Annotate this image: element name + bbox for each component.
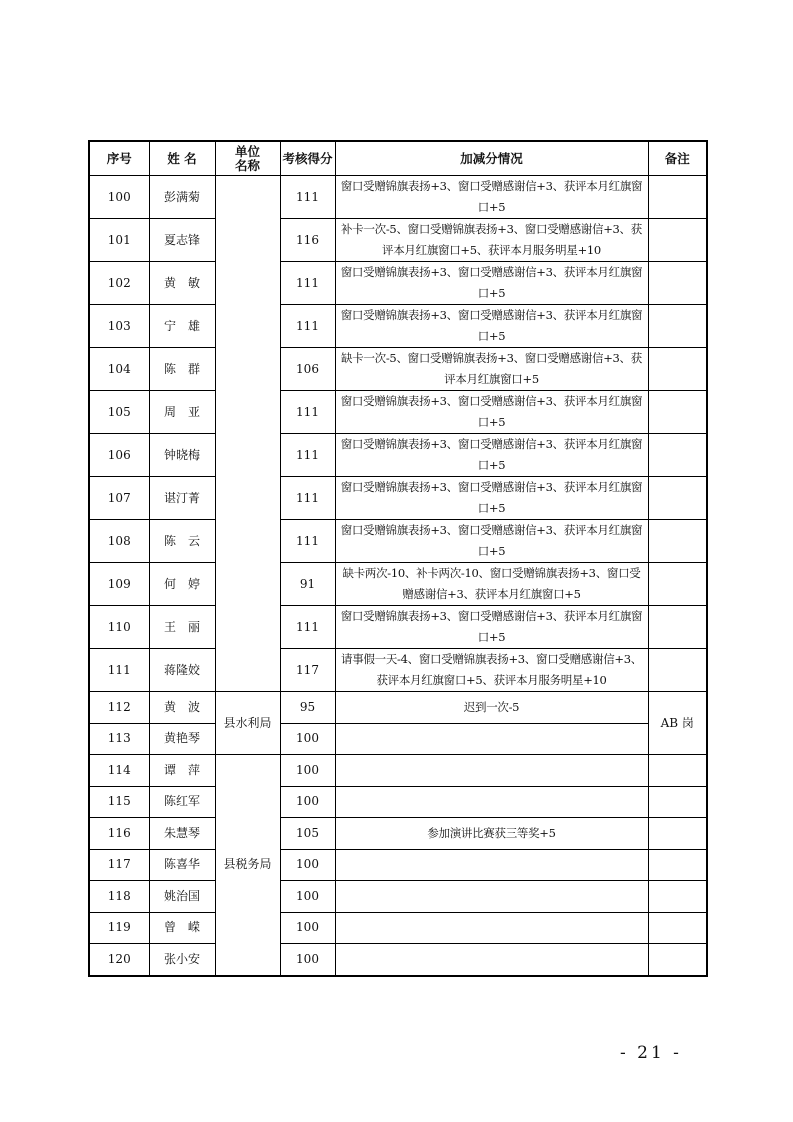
score: 100 [280, 849, 335, 881]
score-detail: 缺卡一次-5、窗口受赠锦旗表扬+3、窗口受赠感谢信+3、获评本月红旗窗口+5 [335, 348, 648, 391]
header-detail: 加减分情况 [335, 141, 648, 176]
row-number: 117 [89, 849, 149, 881]
person-name: 黄 敏 [149, 262, 215, 305]
score: 111 [280, 176, 335, 219]
remark [648, 477, 707, 520]
person-name: 周 亚 [149, 391, 215, 434]
person-name: 王 丽 [149, 606, 215, 649]
remark [648, 520, 707, 563]
person-name: 宁 雄 [149, 305, 215, 348]
score-detail [335, 849, 648, 881]
score-detail: 窗口受赠锦旗表扬+3、窗口受赠感谢信+3、获评本月红旗窗口+5 [335, 606, 648, 649]
row-number: 109 [89, 563, 149, 606]
row-number: 118 [89, 881, 149, 913]
score-detail [335, 881, 648, 913]
unit-name [215, 176, 280, 692]
table-row [89, 391, 707, 434]
score: 100 [280, 755, 335, 787]
remark [648, 391, 707, 434]
row-number: 112 [89, 692, 149, 724]
row-number: 107 [89, 477, 149, 520]
score: 100 [280, 723, 335, 755]
score: 100 [280, 786, 335, 818]
score: 100 [280, 944, 335, 976]
score-detail: 窗口受赠锦旗表扬+3、窗口受赠感谢信+3、获评本月红旗窗口+5 [335, 434, 648, 477]
table-row [89, 649, 707, 692]
remark [648, 912, 707, 944]
score: 111 [280, 434, 335, 477]
page-number: - 21 - [620, 1043, 682, 1063]
score-detail: 迟到一次-5 [335, 692, 648, 724]
person-name: 谭 萍 [149, 755, 215, 787]
remark [648, 881, 707, 913]
score-detail: 窗口受赠锦旗表扬+3、窗口受赠感谢信+3、获评本月红旗窗口+5 [335, 176, 648, 219]
header-remark: 备注 [648, 141, 707, 176]
score-detail: 缺卡两次-10、补卡两次-10、窗口受赠锦旗表扬+3、窗口受赠感谢信+3、获评本月红旗窗口+5 [335, 563, 648, 606]
person-name: 黄 波 [149, 692, 215, 724]
table-row [89, 692, 707, 724]
person-name: 陈 群 [149, 348, 215, 391]
table-row [89, 818, 707, 850]
header-score: 考核得分 [280, 141, 335, 176]
row-number: 110 [89, 606, 149, 649]
score-detail [335, 755, 648, 787]
person-name: 何 婷 [149, 563, 215, 606]
score: 91 [280, 563, 335, 606]
table-row [89, 755, 707, 787]
score: 111 [280, 606, 335, 649]
score: 111 [280, 262, 335, 305]
table-row [89, 219, 707, 262]
remark [648, 348, 707, 391]
remark [648, 606, 707, 649]
score-detail: 请事假一天-4、窗口受赠锦旗表扬+3、窗口受赠感谢信+3、获评本月红旗窗口+5、获评本月服务明星+10 [335, 649, 648, 692]
remark [648, 176, 707, 219]
table-row [89, 912, 707, 944]
score: 105 [280, 818, 335, 850]
score: 111 [280, 520, 335, 563]
score-detail [335, 912, 648, 944]
score: 106 [280, 348, 335, 391]
remark [648, 818, 707, 850]
header-name: 姓 名 [149, 141, 215, 176]
row-number: 119 [89, 912, 149, 944]
row-number: 115 [89, 786, 149, 818]
score-detail: 窗口受赠锦旗表扬+3、窗口受赠感谢信+3、获评本月红旗窗口+5 [335, 305, 648, 348]
score-detail: 窗口受赠锦旗表扬+3、窗口受赠感谢信+3、获评本月红旗窗口+5 [335, 520, 648, 563]
table-row [89, 262, 707, 305]
score: 111 [280, 391, 335, 434]
table-row [89, 723, 707, 755]
score-detail: 补卡一次-5、窗口受赠锦旗表扬+3、窗口受赠感谢信+3、获评本月红旗窗口+5、获评本月服务明星+10 [335, 219, 648, 262]
person-name: 朱慧琴 [149, 818, 215, 850]
row-number: 106 [89, 434, 149, 477]
table-row [89, 520, 707, 563]
row-number: 103 [89, 305, 149, 348]
row-number: 100 [89, 176, 149, 219]
row-number: 102 [89, 262, 149, 305]
score-detail [335, 723, 648, 755]
score-detail [335, 944, 648, 976]
person-name: 夏志锋 [149, 219, 215, 262]
person-name: 姚治国 [149, 881, 215, 913]
score-detail: 窗口受赠锦旗表扬+3、窗口受赠感谢信+3、获评本月红旗窗口+5 [335, 477, 648, 520]
person-name: 谌汀菁 [149, 477, 215, 520]
row-number: 120 [89, 944, 149, 976]
row-number: 108 [89, 520, 149, 563]
score-detail [335, 786, 648, 818]
score: 111 [280, 305, 335, 348]
remark [648, 944, 707, 976]
row-number: 101 [89, 219, 149, 262]
table-row [89, 305, 707, 348]
row-number: 111 [89, 649, 149, 692]
table-row [89, 606, 707, 649]
remark [648, 219, 707, 262]
person-name: 蒋隆姣 [149, 649, 215, 692]
score-detail: 参加演讲比赛获三等奖+5 [335, 818, 648, 850]
score: 111 [280, 477, 335, 520]
person-name: 陈红军 [149, 786, 215, 818]
table-row [89, 348, 707, 391]
score-detail: 窗口受赠锦旗表扬+3、窗口受赠感谢信+3、获评本月红旗窗口+5 [335, 391, 648, 434]
table-row [89, 477, 707, 520]
score: 100 [280, 912, 335, 944]
score-detail: 窗口受赠锦旗表扬+3、窗口受赠感谢信+3、获评本月红旗窗口+5 [335, 262, 648, 305]
row-number: 105 [89, 391, 149, 434]
header-row [89, 141, 707, 176]
table-row [89, 849, 707, 881]
score-table [88, 140, 708, 977]
score: 95 [280, 692, 335, 724]
remark [648, 305, 707, 348]
remark [648, 434, 707, 477]
unit-name: 县水利局 [215, 692, 280, 755]
row-number: 113 [89, 723, 149, 755]
table-row [89, 563, 707, 606]
table-row [89, 176, 707, 219]
person-name: 陈喜华 [149, 849, 215, 881]
row-number: 114 [89, 755, 149, 787]
table-row [89, 786, 707, 818]
person-name: 黄艳琴 [149, 723, 215, 755]
table-row [89, 881, 707, 913]
unit-name: 县税务局 [215, 755, 280, 976]
header-unit: 单位名称 [215, 141, 280, 176]
remark [648, 786, 707, 818]
header-no: 序号 [89, 141, 149, 176]
person-name: 曾 嵘 [149, 912, 215, 944]
remark [648, 755, 707, 787]
remark [648, 262, 707, 305]
row-number: 116 [89, 818, 149, 850]
table-row [89, 434, 707, 477]
remark [648, 649, 707, 692]
remark [648, 849, 707, 881]
score: 100 [280, 881, 335, 913]
person-name: 陈 云 [149, 520, 215, 563]
remark [648, 563, 707, 606]
remark: AB 岗 [648, 692, 707, 755]
person-name: 张小安 [149, 944, 215, 976]
score: 117 [280, 649, 335, 692]
score: 116 [280, 219, 335, 262]
person-name: 钟晓梅 [149, 434, 215, 477]
table-row [89, 944, 707, 976]
person-name: 彭满菊 [149, 176, 215, 219]
row-number: 104 [89, 348, 149, 391]
